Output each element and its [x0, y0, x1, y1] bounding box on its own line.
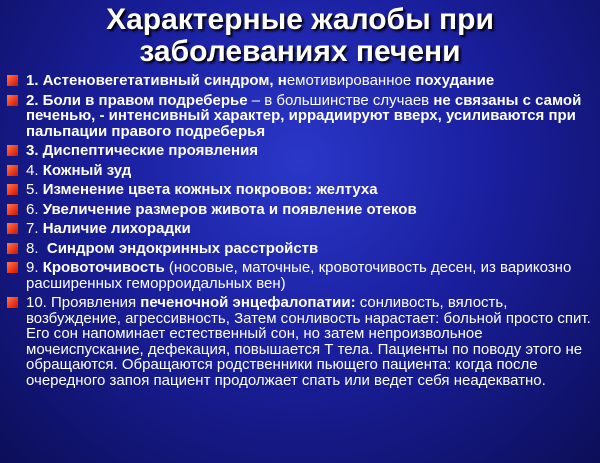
item-text-bold: похудание — [415, 72, 495, 89]
list-item — [4, 241, 596, 257]
list-item — [4, 202, 596, 218]
item-text: сонливость, вялость, возбуждение, агрессивность, Затем сонливость нарастает: больной просто спит. Его сон напоминает естественный сон, но затем непроизвольное мочеиспускание, дефекация, повышается Т тела. Пациенты по поводу этого не обращаются. Обращаются родственники пьющего пациента: когда после очередного запоя пациент продолжает спать или ведет себя неадекватно. — [26, 294, 591, 389]
item-text-bold: 2. Боли в правом подреберье — [26, 91, 248, 109]
item-text-bold: Кожный зуд — [42, 161, 132, 179]
square-bullet-icon — [7, 262, 18, 273]
item-text-bold: печеночной энцефалопатии: — [140, 294, 356, 311]
item-text-bold: 3. Диспептические проявления — [26, 142, 259, 159]
item-text: 9. — [26, 259, 43, 276]
list-item — [4, 73, 596, 89]
square-bullet-icon — [7, 75, 18, 86]
item-text: – в большинстве случаев — [247, 91, 434, 109]
item-text: 8. — [26, 239, 47, 257]
item-text: 7. — [26, 220, 43, 237]
square-bullet-icon — [7, 204, 18, 215]
square-bullet-icon — [7, 223, 18, 234]
slide-title — [0, 4, 600, 68]
list-item — [4, 143, 596, 159]
item-text: 10. Проявления — [26, 294, 141, 311]
square-bullet-icon — [7, 184, 18, 195]
item-text: 6. — [26, 200, 43, 218]
item-text: 5. — [26, 181, 43, 198]
list-item — [4, 163, 596, 179]
list-item — [4, 260, 596, 291]
list-item — [4, 221, 596, 237]
square-bullet-icon — [7, 145, 18, 156]
item-text-bold: Наличие лихорадки — [42, 220, 191, 237]
item-text-bold: не связаны с самой печенью, - интенсивный характер, иррадиируют вверх, усиливаются при пальпации правого подреберья — [26, 91, 582, 140]
item-text: (носовые, маточные, кровоточивость десен, из варикозно расширенных геморроидальных вен) — [26, 259, 572, 292]
item-text: емотивированное — [286, 72, 416, 89]
square-bullet-icon — [7, 165, 18, 176]
list-item — [4, 93, 596, 140]
item-text-bold: Изменение цвета кожных покровов: желтуха — [42, 181, 378, 198]
complaints-list — [4, 73, 596, 392]
item-text-bold: Синдром эндокринных расстройств — [46, 239, 319, 257]
square-bullet-icon — [7, 95, 18, 106]
title-line-2: заболеваниях печени — [139, 35, 461, 68]
list-item — [4, 182, 596, 198]
square-bullet-icon — [7, 243, 18, 254]
item-text-bold: 1. Астеновегетативный синдром, н — [26, 72, 287, 89]
item-text-bold: Увеличение размеров живота и появление отеков — [42, 200, 417, 218]
item-text-bold: Кровоточивость — [42, 259, 165, 276]
list-item — [4, 295, 596, 388]
item-text: 4. — [26, 161, 43, 179]
title-line-1: Характерные жалобы при — [106, 3, 494, 36]
square-bullet-icon — [7, 297, 18, 308]
